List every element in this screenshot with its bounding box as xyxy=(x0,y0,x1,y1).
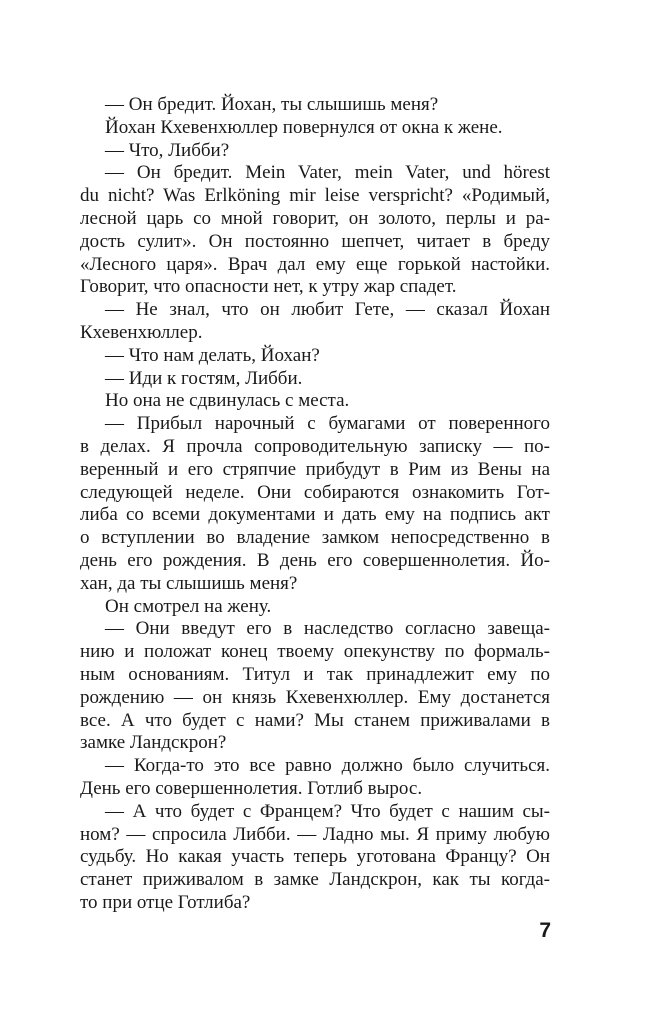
text-line: судьбу. Но какая участь теперь уготована Францу? Он xyxy=(80,846,550,868)
text-line: Но она не сдвинулась с места. xyxy=(105,390,350,412)
text-line: «Лесного царя». Врач дал ему еще горькой настойки. xyxy=(80,253,550,275)
text-line: — Прибыл нарочный с бумагами от поверенного xyxy=(105,413,550,435)
text-line: в делах. Я прочла сопроводительную записку — по- xyxy=(80,435,550,457)
text-line: дость сулит». Он постоянно шепчет, читает в бреду xyxy=(80,230,550,252)
text-line: — Он бредит. Mein Vater, mein Vater, und hörest xyxy=(105,162,550,184)
text-line: следующей неделе. Они собираются ознакомить Гот- xyxy=(80,481,550,503)
text-line: — Они введут его в наследство согласно завеща- xyxy=(105,618,550,640)
text-line: — Не знал, что он любит Гете, — сказал Йохан xyxy=(105,299,550,321)
text-line: День его совершеннолетия. Готлиб вырос. xyxy=(80,777,423,799)
text-line: станет приживалом в замке Ландскрон, как ты когда- xyxy=(80,869,550,891)
text-line: либа со всеми документами и дать ему на подпись акт xyxy=(80,504,550,526)
text-line: — Когда-то это все равно должно было случиться. xyxy=(105,755,550,777)
text-line: — Иди к гостям, Либби. xyxy=(105,367,303,389)
text-line: Он смотрел на жену. xyxy=(105,595,272,617)
text-line: Кхевенхюллер. xyxy=(80,321,203,343)
text-line: веренный и его стряпчие прибудут в Рим из Вены на xyxy=(80,458,550,480)
page-number: 7 xyxy=(539,919,551,942)
text-line: рождению — он князь Кхевенхюллер. Ему достанется xyxy=(80,686,550,708)
text-line: все. А что будет с нами? Мы станем приживалами в xyxy=(80,709,550,731)
text-line: — Что нам делать, Йохан? xyxy=(105,344,320,366)
text-line: хан, да ты слышишь меня? xyxy=(80,572,298,594)
text-line: — Что, Либби? xyxy=(105,139,230,161)
page-text xyxy=(80,94,550,915)
text-line: о вступлении во владение замком непосредственно в xyxy=(80,527,550,549)
text-line: день его рождения. В день его совершеннолетия. Йо- xyxy=(80,549,550,571)
text-line: Йохан Кхевенхюллер повернулся от окна к жене. xyxy=(105,116,503,138)
text-line: — Он бредит. Йохан, ты слышишь меня? xyxy=(105,94,439,115)
text-line: нию и положат конец твоему опекунству по формаль- xyxy=(80,641,550,663)
text-line: du nicht? Was Erlköning mir leise verspricht? «Родимый, xyxy=(80,185,550,207)
text-line: лесной царь со мной говорит, он золото, перлы и ра- xyxy=(80,207,550,229)
text-line: ном? — спросила Либби. — Ладно мы. Я приму любую xyxy=(80,823,550,845)
text-line: то при отце Готлиба? xyxy=(80,891,251,913)
text-line: замке Ландскрон? xyxy=(80,732,227,754)
text-line: — А что будет с Францем? Что будет с нашим сы- xyxy=(105,800,550,822)
text-line: ным основаниям. Титул и так принадлежит ему по xyxy=(80,663,550,685)
text-line: Говорит, что опасности нет, к утру жар спадет. xyxy=(80,276,457,298)
